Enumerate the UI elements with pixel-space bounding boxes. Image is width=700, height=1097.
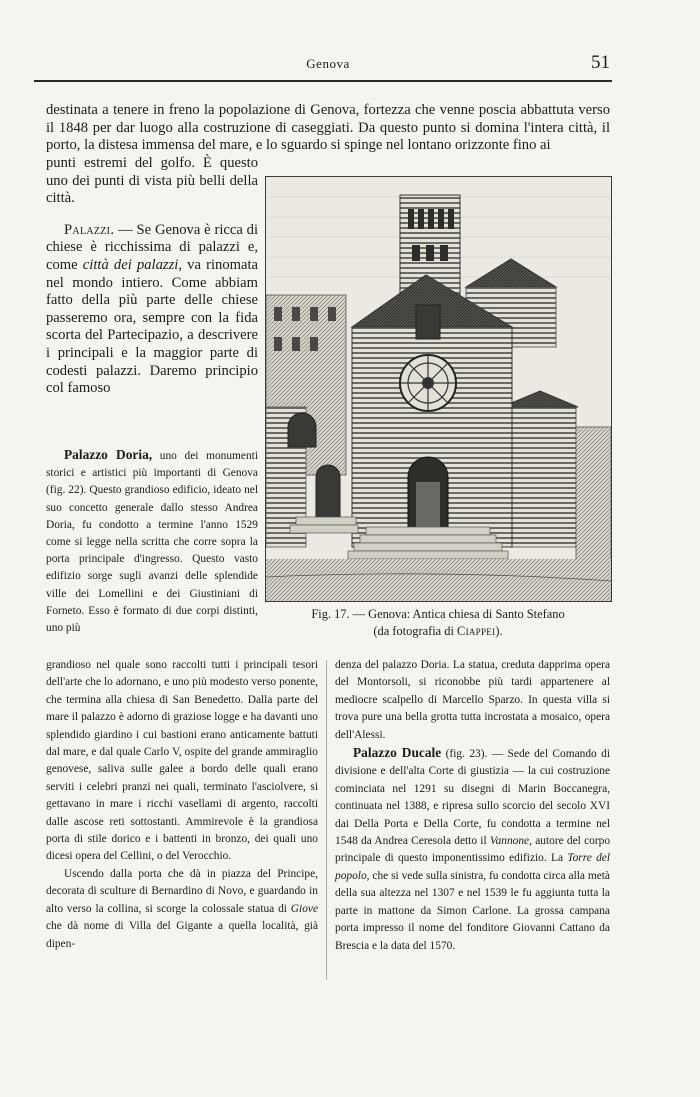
lower-left-p1: grandioso nel quale sono raccolti tutti i principali tesori dell'arte che lo adornano, e uno più modesto verso ponente, che termina alla chiesa di San Benedetto. Dalla parte del mare il palazzo è adorno di graziose logge e ha davanti uno splendido giardino i cui bastioni erano anticamente battuti dal mare, e dal quale Carlo V, ospite del grande ammiraglio genovese, saliva sulle galee a bordo delle quali erano serviti i celebri pranzi nei quali, terminato l'asciolvere, si gettavano in mare i ricchi vasellami di argento, raccolti dalle ascose reti sottostanti. Ammirevole è la grandiosa porta di stile dorico e i battenti in bronzo, dei quali uno dicesi opera del Cellini, o del Verocchio. [46,659,318,863]
lead-text: destinata a tenere in freno la popolazione di Genova, fortezza che venne poscia abbattuta verso il 1848 per dar luogo alla costruzione di caseggiati. Da questo punto si domina l'intera città, il porto, la distesa immensa del mare, e lo sguardo si spinge nel lontano orizzonte fino ai [46,102,610,154]
page-header [46,54,610,76]
continuation-text: punti estremi del golfo. È questo uno dei punti di vista più belli della città. [46,155,258,207]
ducale-italic-1: Vannone [489,835,530,848]
ducale-name: Palazzo Ducale [353,745,442,761]
palazzi-text-2: , va rinomata nel mondo intiero. Come abbiam fatto della più parte delle chiese passeremo ora, sempre con la fida scorta del Partecipazio, a descrivere i principali e la maggior parte di codesti palazzi. Daremo principio col famoso [46,256,258,397]
lower-left-p2-italic: Giove [290,902,318,915]
ducale-text-c: , che si vede sulla sinistra, fu condotta circa alla metà della sua altezza nel 1307 e nel 1539 le fu aggiunta tutta la parte in mattone da Simon Carlone. La grossa campana porta impresso il nome del fonditore Giovanni Cattano da Brescia e la data del 1570. [335,869,610,952]
ducale-italic-2: Torre del popolo [335,852,610,882]
ducale-paragraph [335,744,610,955]
doria-paragraph [46,446,258,637]
page-number: 51 [591,52,610,73]
doria-text: uno dei monumenti storici e artistici più importanti di Genova (fig. 22). Questo grandioso edificio, ideato nel suo concetto generale dallo stesso Andrea Doria, fu condotto a termine l'anno 1529 come si legge nella scritta che corre sopra la porta principale d'ingresso. Questo vasto edifizio sorge sugli avanzi delle splendide ville dei Lomellini e dei Giustiniani di Forneto. Esso è formato di due corpi distinti, uno più [46,450,258,635]
ducale-text-b: , autore del corpo principale di questo imponentissimo edifizio. La [335,835,611,865]
lower-left-p2-a: Uscendo dalla porta che dà in piazza del Principe, decorata di sculture di Bernardino di Novo, e guardando in alto verso la collina, si scorge la colossale statua di [46,867,318,915]
figure-caption [262,606,614,640]
column-rule [326,660,327,980]
lower-right-p1: denza del palazzo Doria. La statua, creduta dapprima opera del Montorsoli, si riconobbe più tardi appartenere al mediocre scalpello di Marcello Sparzo. In questa villa si trova pure una bella grotta tutta incrostata a mosaico, opera dell'Alessi. [335,659,610,741]
palazzi-paragraph [46,222,258,398]
caption-credit: Ciappei [457,624,496,638]
header-rule [34,80,612,82]
lead-paragraph [46,102,610,155]
palazzi-text-1: — Se Genova è ricca di chiese è ricchissima di palazzi e, come [46,221,258,273]
caption-suffix: ). [495,624,503,638]
lower-left-p2 [46,866,318,953]
church-illustration [266,177,611,601]
palazzi-heading: Palazzi. [64,221,115,238]
ducale-text-a: (fig. 23). — Sede del Comando di divisione e dell'alta Corte di giustizia — la cui costruzione cominciata nel 1291 su disegni di Marin Boccanegra, continuata nel 1388, e ripresa sullo scorcio del secolo XVI dai Della Porta e Della Corte, fu condotta a termine nel 1548 da Andrea Ceresola detto il [335,748,610,848]
lower-left-p2-b: che dà nome di Villa del Gigante a quella località, già dipen- [46,920,318,950]
lower-left-column [46,657,318,953]
doria-name: Palazzo Doria, [64,447,153,462]
caption-line-1: Fig. 17. — Genova: Antica chiesa di Santo Stefano [311,607,565,621]
palazzi-italic: città dei palazzi [82,256,179,273]
lower-right-column [335,657,610,955]
church-engraving [265,176,612,602]
left-column [46,155,258,398]
running-title: Genova [306,56,350,71]
caption-prefix: (da fotografia di [373,624,457,638]
